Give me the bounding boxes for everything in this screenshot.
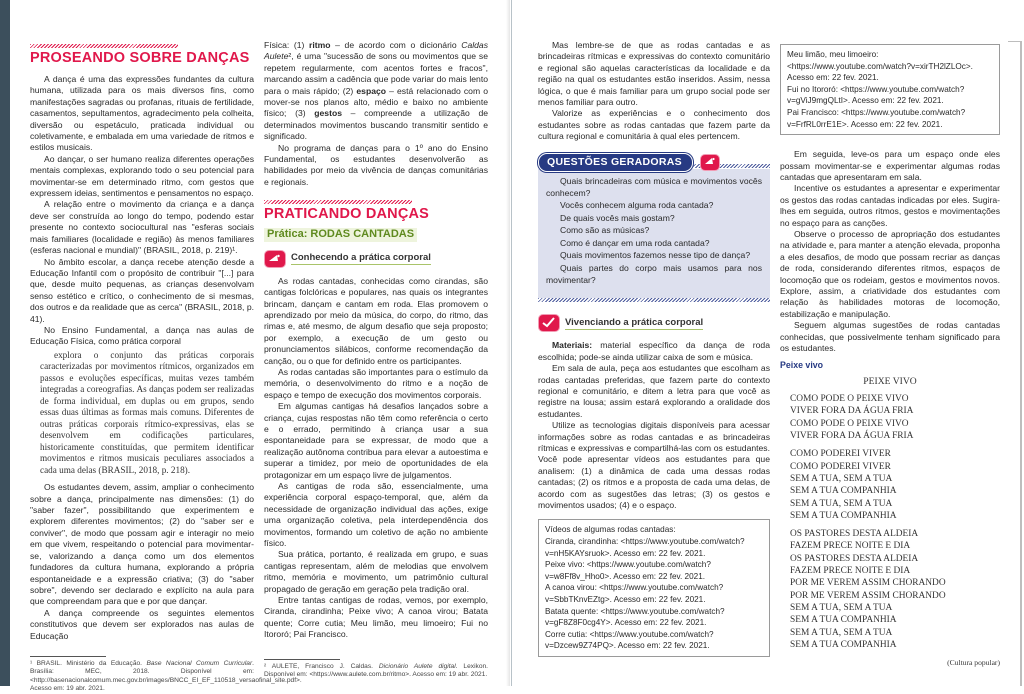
song-line: SEM A TUA COMPANHIA xyxy=(790,615,897,626)
song-stanza xyxy=(790,393,1000,442)
footnote-rule xyxy=(264,659,340,660)
left-page-column-2 xyxy=(264,40,488,680)
paragraph: Incentive os estudantes a apresentar e experimentar os gestos das rodas cantadas indicadas por eles. Sugira-lhes em seguida, outros ritmos, gestos e movimentações no espaço para as canções. xyxy=(780,183,1000,228)
song-line: COMO PODE O PEIXE VIVO xyxy=(790,418,909,429)
paragraph: As rodas cantadas são importantes para o estímulo da memória, o desenvolvimento do ritmo e a noção de espaço e tempo de execução dos movimentos corporais. xyxy=(264,366,488,400)
question-item: Vocês conhecem alguma roda cantada? xyxy=(560,200,714,211)
questoes-geradoras-box xyxy=(538,153,770,303)
video-link[interactable]: Batata quente: <https://www.youtube.com/watch?v=gF8Z8F0cg4Y>. Acesso em: 22 fev. 2021. xyxy=(545,606,725,628)
paragraph: No Ensino Fundamental, a dança nas aulas de Educação Física, como prática corporal xyxy=(30,324,254,347)
question-item: Quais partes do corpo mais usamos para nos movimentar? xyxy=(546,262,762,285)
song-lyrics xyxy=(780,376,1000,670)
page-edge-right xyxy=(1020,41,1022,686)
song-line: SEM A TUA, SEM A TUA xyxy=(790,602,893,613)
left-page-column-1 xyxy=(30,44,302,694)
video-link[interactable]: Corre cutia: <https://www.youtube.com/watch?v=Dzcew9Z74PQ>. Acesso em: 22 fev. 2021. xyxy=(545,629,714,651)
song-line: SEM A TUA, SEM A TUA xyxy=(790,627,893,638)
song-stanza xyxy=(790,448,1000,522)
videos-links-box xyxy=(538,519,770,657)
book-spine-edge xyxy=(0,0,10,686)
song-line: POR ME VEREM ASSIM CHORANDO xyxy=(790,578,946,589)
video-link[interactable]: Peixe vivo: <https://www.youtube.com/watch?v=w8Ff8v_Hho0>. Acesso em: 22 fev. 2021. xyxy=(545,560,711,581)
page-fold-shadow xyxy=(506,0,510,686)
song-line: VIVER FORA DA ÁGUA FRIA xyxy=(790,431,914,442)
questions-list xyxy=(538,169,770,299)
practice-title: Prática: RODAS CANTADAS xyxy=(264,228,417,241)
block-quote-bncc: explora o conjunto das práticas corporais caracterizadas por movimentos rítmicos, organizados em passos e evoluções específicas, muitas vezes também integradas a coreografias. As danças podem ser realizadas de forma individual, em duplas ou em grupos, sendo essas duas últimas as formas mais comuns. Diferentes de outras práticas corporais rítmico-expressivas, elas se desenvolvem em codificações particulares, historicamente constituídas, que permitem identificar movimentos e ritmos musicais peculiares associados a cada uma delas (BRASIL, 2018, p. 218). xyxy=(40,349,254,475)
footnote-2: ² AULETE, Francisco J. Caldas. Dicionário Aulete digital. Lexikon. Disponível em: <https://www.aulete.com.br/ritmo>. Acesso em: 19 abr. 2021. xyxy=(264,662,488,679)
materials-paragraph: Materiais: material específico da dança de roda escolhida; pode-se ainda utilizar caixa de som e música. xyxy=(538,340,770,362)
question-item: Quais movimentos fazemos nesse tipo de dança? xyxy=(560,250,751,261)
song-credit: (Cultura popular) xyxy=(947,658,1000,668)
checkmark-icon xyxy=(538,314,560,332)
footnote-1: ¹ BRASIL. Ministério da Educação. Base Nacional Comum Curricular. Brasília: MEC, 2018. Disponível em: <http://basenacionalcomum.mec.gov.br/images/BNCC_EI_EF_110518_versaofinal_site.pdf>. Acesso em: 19 abr. 2021. xyxy=(30,659,302,693)
subsection-heading-vivenciando: Vivenciando a prática corporal xyxy=(538,314,770,332)
question-item: Como é dançar em uma roda cantada? xyxy=(560,237,710,248)
song-line: POR ME VEREM ASSIM CHORANDO xyxy=(790,590,946,601)
song-line: FAZEM PRECE NOITE E DIA xyxy=(790,566,911,577)
megaphone-icon xyxy=(700,154,720,171)
song-line: SEM A TUA COMPANHIA xyxy=(790,639,897,650)
paragraph: Entre tantas cantigas de rodas, vemos, por exemplo, Ciranda, cirandinha; Peixe vivo; A canoa virou; Batata quente; Corre cutia; Meu limão, meu limoeiro; Fui no Itororó; Pai Francisco. xyxy=(264,595,488,640)
paragraph: Em algumas cantigas há desafios lançados sobre a criança, cujas respostas não têm como referência o certo e o errado, permitindo à criança usar a sua espontaneidade para se expressar, de modo que a realização autônoma contribua para elevar a autoestima e superar a timidez, por meio de oportunidades de ela protagonizar em um espaço livre de julgamentos. xyxy=(264,401,488,480)
questoes-geradoras-title: QUESTÕES GERADORAS xyxy=(538,153,693,172)
videos-box-title: Vídeos de algumas rodas cantadas: xyxy=(545,525,676,535)
song-line: OS PASTORES DESTA ALDEIA xyxy=(790,529,919,540)
paragraph: Valorize as experiências e o conhecimento dos estudantes sobre as rodas cantadas que fazem parte da cultura regional e comunitária à qual eles pertencem. xyxy=(538,108,770,142)
song-heading-peixe-vivo: Peixe vivo xyxy=(780,360,824,371)
paragraph: A dança é uma das expressões fundantes da cultura humana, utilizada para os mais diversos fins, como manifestações sagradas ou profanas, rituais de fertilidade, casamentos, sepultamentos, agradecimento pela colheita, diversão ou espetáculo, praticada individual ou coletivamente, e embalada em uma variedade de ritmos e estilos musicais. xyxy=(30,74,254,153)
paragraph: Ao dançar, o ser humano realiza diferentes operações mentais complexas, explorando todo o seu potencial para movimentar-se em determinado ritmo, com gestos que expressem ideias, sentimentos e pensamentos no espaço. xyxy=(30,153,254,199)
paragraph: No âmbito escolar, a dança recebe atenção desde a Educação Infantil com o propósito de contribuir "[...] para que, desde muito pequenas, as crianças desenvolvam senso estético e crítico, o conhecimento de si mesmas, dos outros e da realidade que as cerca" (BRASIL, 2018, p. 41). xyxy=(30,256,254,324)
video-link[interactable]: Fui no Itororó: <https://www.youtube.com/watch?v=gViJ9mgQLtI>. Acesso em: 22 fev. 2021. xyxy=(787,84,965,106)
song-line: SEM A TUA, SEM A TUA xyxy=(790,498,893,509)
video-link[interactable]: A canoa virou: <https://www.youtube.com/watch?v=SbbTKnvEZtg>. Acesso em: 22 fev. 2021. xyxy=(545,583,724,604)
footnote-rule xyxy=(30,656,106,657)
questoes-geradoras-header xyxy=(538,153,770,173)
paragraph: Mas lembre-se de que as rodas cantadas e as brincadeiras rítmicas e expressivas do contexto comunitário e regional são aquelas características da localidade e da região na qual os estudantes estão inseridos. Assim, nessa lógica, o que é mais familiar para um grupo social pode ser menos familiar para outro. xyxy=(538,40,770,108)
megaphone-icon xyxy=(264,250,286,268)
paragraph: Seguem algumas sugestões de rodas cantadas conhecidas, que possivelmente tenham significado para os estudantes. xyxy=(780,320,1000,354)
song-line: VIVER FORA DA ÁGUA FRIA xyxy=(790,406,914,417)
question-item: De quais vocês mais gostam? xyxy=(560,212,675,223)
video-link[interactable]: Pai Francisco: <https://www.youtube.com/watch?v=FrfRL0rrE1E>. Acesso em: 22 fev. 2021. xyxy=(787,107,966,129)
paragraph: Em seguida, leve-os para um espaço onde eles possam movimentar-se e experimentar algumas rodas cantadas que apresentaram em sala. xyxy=(780,149,1000,182)
song-line: SEM A TUA, SEM A TUA xyxy=(790,473,893,484)
question-item: Como são as músicas? xyxy=(560,225,650,236)
paragraph: As rodas cantadas, conhecidas como cirandas, são cantigas folclóricas e populares, nas quais os integrantes brincam, dançam e cantam em roda. Elas promovem o aprendizado por meio da música, do corpo, do ritmo, das rimas e, até mesmo, de algum desafio que seja proposto; por exemplo, a execução de um gesto ou pronunciamentos silábicos, conforme recomendação da canção, ou o que for definido entre os participantes. xyxy=(264,275,488,366)
song-line: SEM A TUA COMPANHIA xyxy=(790,510,897,521)
right-page-column-1 xyxy=(538,40,770,665)
song-line: COMO PODE O PEIXE VIVO xyxy=(790,394,909,405)
paragraph-elements: Física: (1) ritmo – de acordo com o dicionário Caldas Aulete², é uma "sucessão de sons ou movimentos que se repetem regularmente, com acentos fortes e fracos", marcando assim a cadência que pode variar do mais lento para o mais rápido; (2) espaço – está relacionado com o mover-se nos planos alto, médio e baixo no ambiente físico; (3) gestos – compreende a utilização de determinados movimentos buscando transmitir sentido e significado. xyxy=(264,40,489,142)
subsection-heading-conhecendo: Conhecendo a prática corporal xyxy=(264,250,488,268)
paragraph: Observe o processo de apropriação dos estudantes na atividade e, para manter a atenção elevada, proponha a eles desafios, de modo que possam recriar as danças de roda, considerando diferentes ritmos, espaços de locomoção que os rodeiam, gestos e movimentos novos. Explore, assim, a criatividade dos estudantes com relação às habilidades motoras de locomoção, estabilização e manipulação. xyxy=(780,229,1000,319)
song-line: OS PASTORES DESTA ALDEIA xyxy=(790,553,919,564)
hatch-decoration xyxy=(538,298,770,302)
paragraph: No programa de danças para o 1º ano do Ensino Fundamental, os estudantes desenvolverão as habilidades por meio da vivência de danças comunitárias e regionais. xyxy=(264,142,488,187)
song-line: SEM A TUA COMPANHIA xyxy=(790,486,897,497)
section-title-praticando: PRATICANDO DANÇAS xyxy=(264,206,430,223)
video-link[interactable]: Ciranda, cirandinha: <https://www.youtube.com/watch?v=nH5KAYsruok>. Acesso em: 22 fev. 2021. xyxy=(545,537,745,558)
song-line: COMO PODEREI VIVER xyxy=(790,461,891,472)
paragraph: Em sala de aula, peça aos estudantes que escolham as rodas cantadas preferidas, que fazem parte do contexto regional e comunitário, e ditem a letra para que você as registre na lousa; assim estará explorando a oralidade dos estudantes. xyxy=(538,363,770,419)
song-title: PEIXE VIVO xyxy=(863,375,917,387)
paragraph: Os estudantes devem, assim, ampliar o conhecimento sobre a dança, principalmente nas dimensões: (1) do "saber fazer", possibilitando que experimentem e explorem diferentes movimentos; (2) do "saber ser e conviver", de modo que possam agir e interagir no meio em que vivem, respeitando o potencial para movimentar-se, valorizando a dança como um dos elementos fundadores da cultura humana, explorando a própria espontaneidade e a expressão criativa; (3) do "saber sobre", devendo ser declarado e explícito na aula para que compreendam para que e por que dançar. xyxy=(30,482,254,607)
song-stanza xyxy=(790,528,1000,651)
heading-hatch-decoration xyxy=(30,44,178,48)
paragraph: A relação entre o movimento da criança e a dança deve ser construída ao longo do tempo, podendo estar presente no contexto sociocultural nas "esferas sociais mais familiares (localidade e região) às menos familiares (esferas nacional e mundial)" (BRASIL, 2018, p. 219)¹. xyxy=(30,199,254,256)
section-title-proseando: PROSEANDO SOBRE DANÇAS xyxy=(30,50,250,66)
paragraph: A dança compreende os seguintes elementos constitutivos que devem ser explorados nas aulas de Educação xyxy=(30,607,254,641)
heading-hatch-decoration xyxy=(264,200,412,204)
paragraph: Sua prática, portanto, é realizada em grupo, e suas cantigas representam, além de melodias que envolvem ritmo, memória e movimento, um patrimônio cultural propagado de geração em geração pela tradição oral. xyxy=(264,549,488,594)
video-link[interactable]: Meu limão, meu limoeiro: <https://www.youtube.com/watch?v=xirTH2lZLOc>. Acesso em: 22 fev. 2021. xyxy=(787,50,973,83)
right-page-column-2 xyxy=(780,44,1000,669)
paragraph: As cantigas de roda são, essencialmente, uma experiência corporal espaço-temporal, que, além da necessidade de organização individual das ações, exige uma organização coletiva, pela interdependência dos movimentos, formando um coletivo de ação no ambiente físico. xyxy=(264,481,488,549)
question-item: Quais brincadeiras com música e movimentos vocês conhecem? xyxy=(546,175,762,199)
videos-links-box-continued xyxy=(780,44,1000,135)
paragraph: Utilize as tecnologias digitais disponíveis para acessar informações sobre as rodas cantadas e as brincadeiras rítmicas e expressivas e compartilhá-las com os estudantes. Você pode apresentar vídeos aos estudantes para que analisem: (1) a dinâmica de cada uma dessas rodas cantadas; (2) os ritmos e a proposta de cada uma delas, de acordo com as sugestões das letras; (3) os gestos e movimentos usados; (4) e o espaço. xyxy=(538,420,770,510)
song-line: FAZEM PRECE NOITE E DIA xyxy=(790,541,911,552)
page-gutter xyxy=(511,0,512,686)
song-line: COMO PODEREI VIVER xyxy=(790,449,891,460)
